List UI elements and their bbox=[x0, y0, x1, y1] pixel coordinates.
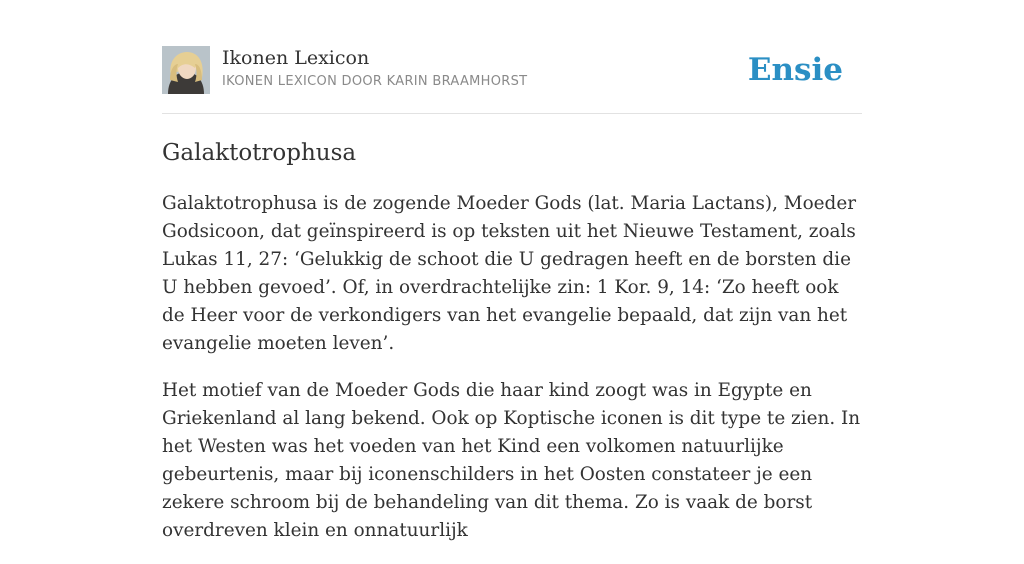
article-title: Galaktotrophusa bbox=[162, 140, 357, 166]
author-name[interactable]: Ikonen Lexicon bbox=[222, 47, 370, 69]
avatar-portrait-icon bbox=[162, 46, 210, 94]
article-paragraph: Galaktotrophusa is de zogende Moeder Gods (lat. Maria Lactans), Moeder Godsicoon, dat geïnspireerd is op teksten uit het Nieuwe Testament, zoals Lukas 11, 27: ‘Gelukkig de schoot die U gedragen heeft en de borsten die U hebben gevoed’. Of, in overdrachtelijke zin: 1 Kor. 9, 14: ‘Zo heeft ook de Heer voor de verkondigers van het evangelie bepaald, dat zijn van het evangelie moeten leven’. bbox=[162, 193, 856, 354]
author-header bbox=[162, 46, 862, 96]
ensie-logo-link[interactable]: Ensie bbox=[747, 52, 843, 88]
header-divider bbox=[162, 113, 862, 114]
author-avatar[interactable] bbox=[162, 46, 210, 94]
article-paragraph: Het motief van de Moeder Gods die haar kind zoogt was in Egypte en Griekenland al lang bekend. Ook op Koptische iconen is dit type te zien. In het Westen was het voeden van het Kind een volkomen natuurlijke gebeurtenis, maar bij iconenschilders in het Oosten constateer je een zekere schroom bij de behandeling van dit thema. Zo is vaak de borst overdreven klein en onnatuurlijk bbox=[162, 380, 861, 541]
author-subtitle: IKONEN LEXICON DOOR KARIN BRAAMHORST bbox=[222, 74, 528, 89]
article-body bbox=[162, 190, 862, 564]
